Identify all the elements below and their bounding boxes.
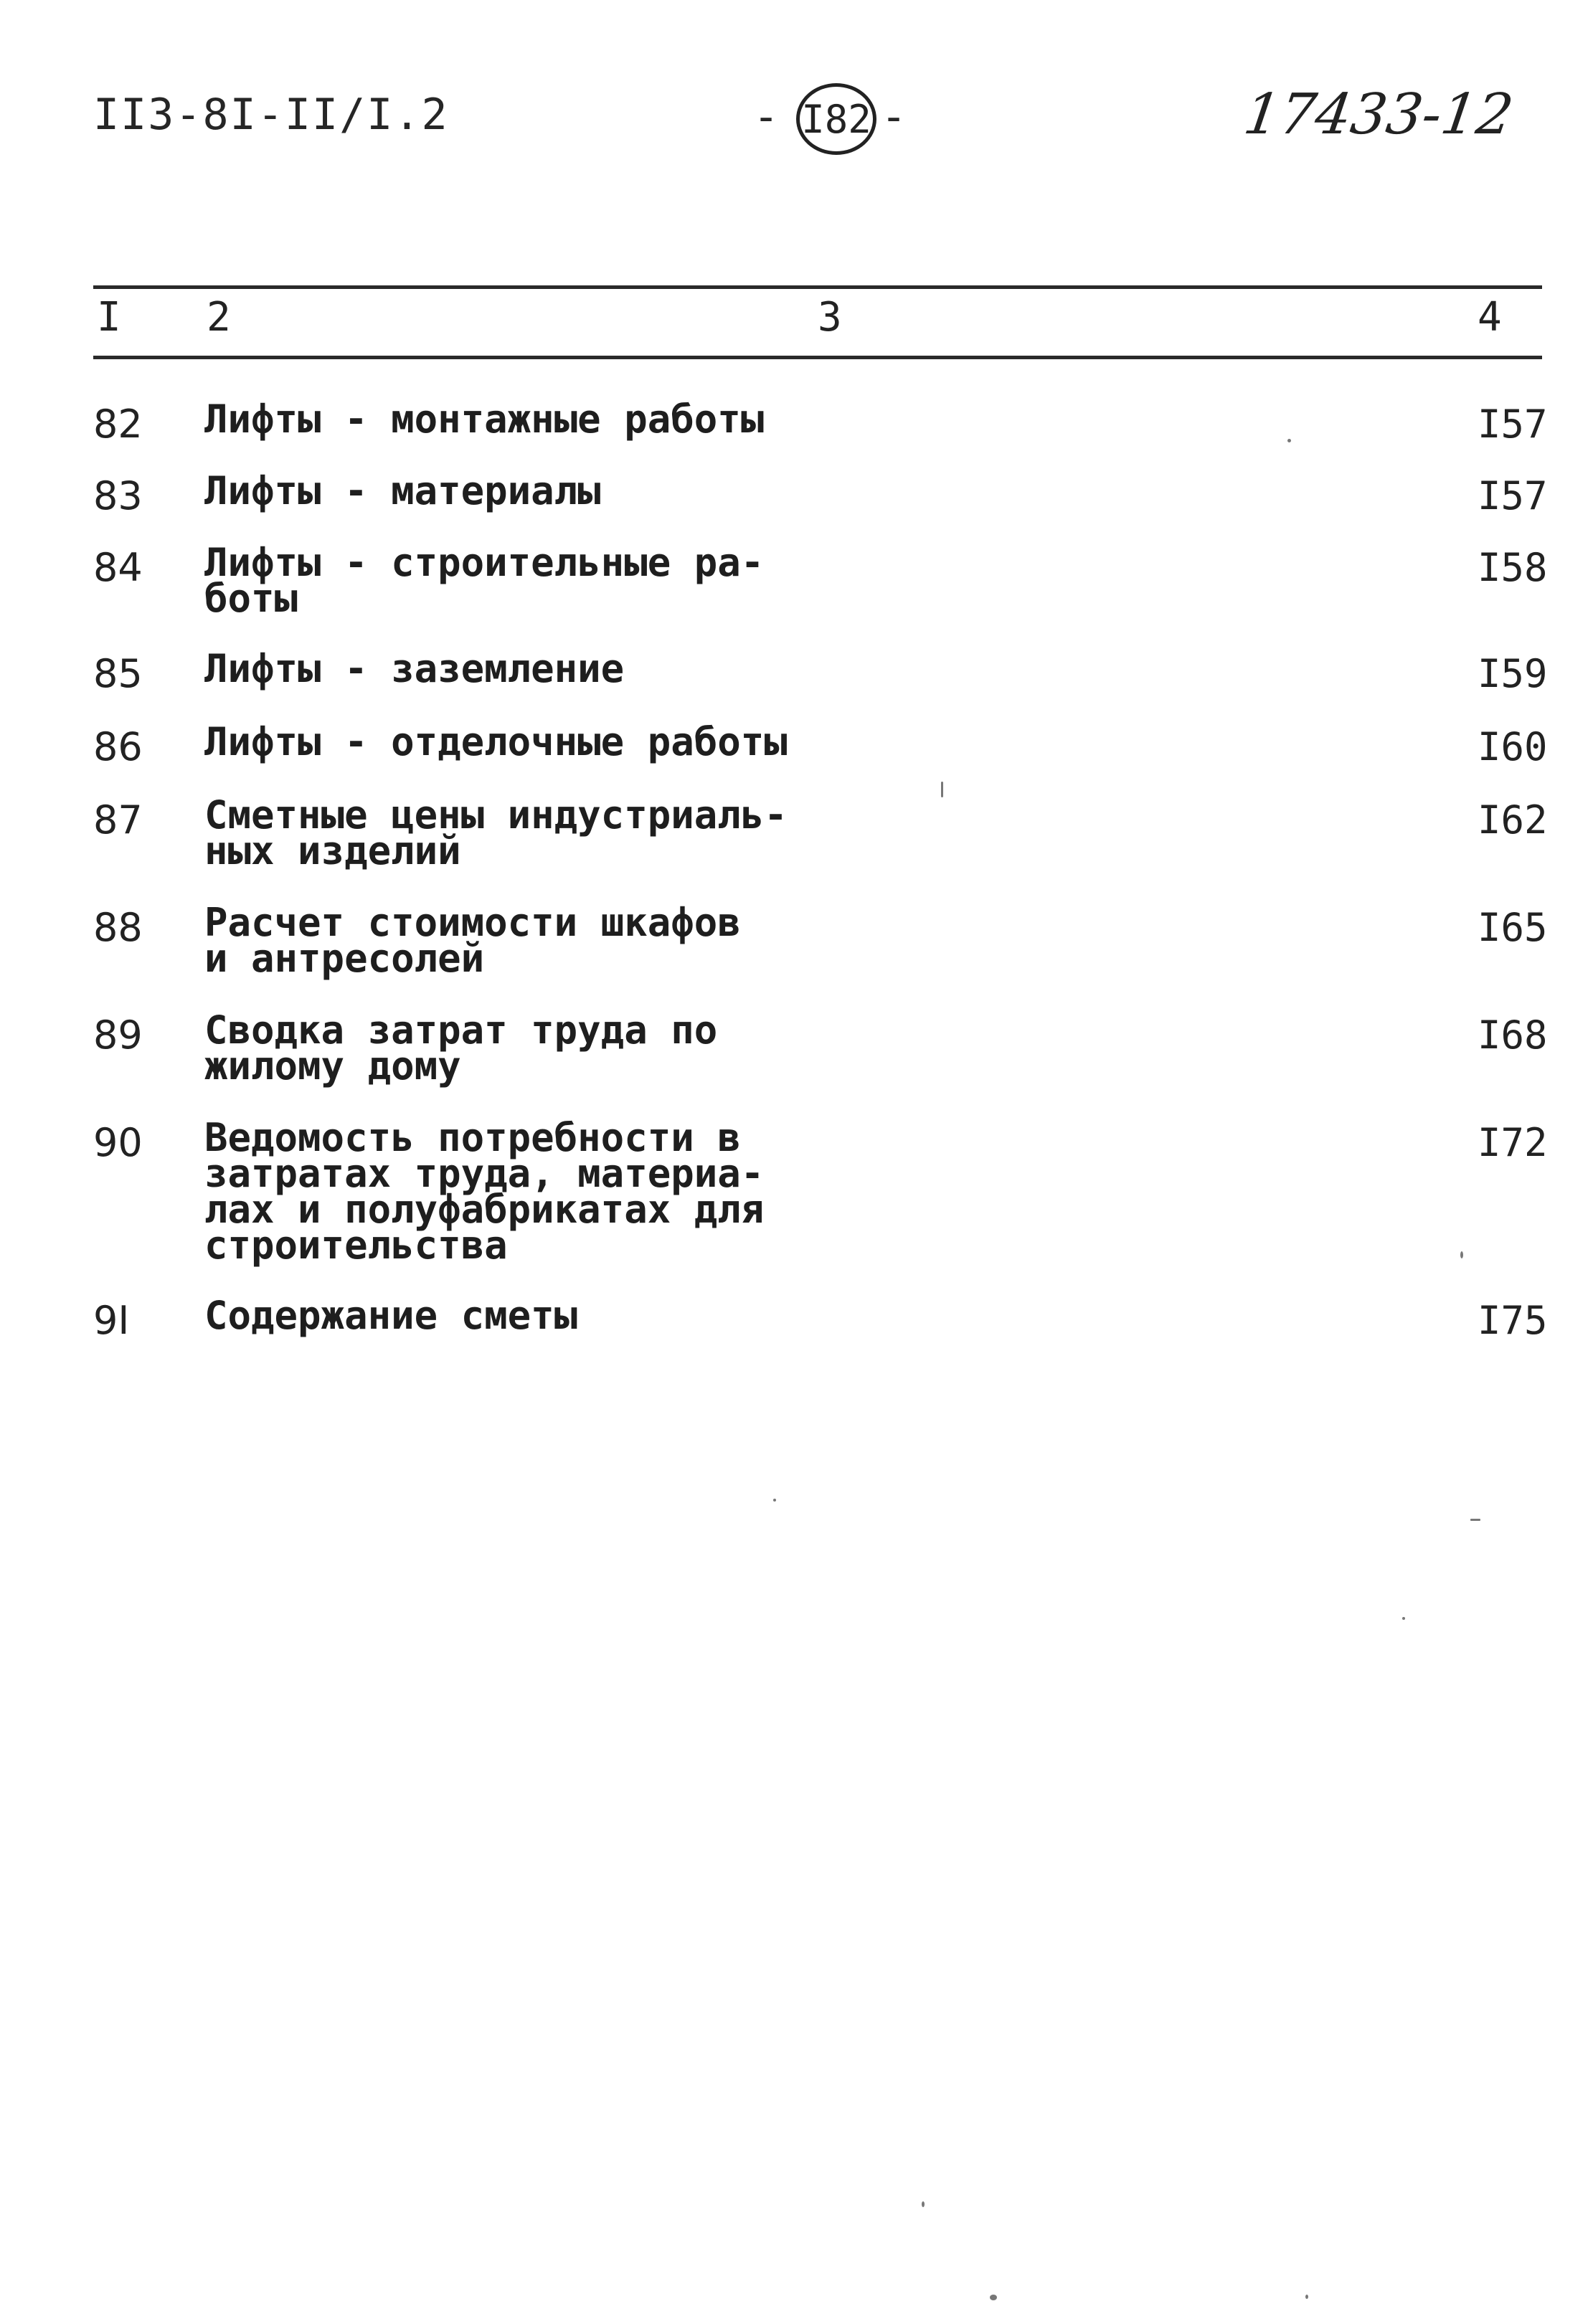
row-page: I60: [1478, 724, 1548, 769]
row-number: 84: [93, 545, 143, 590]
row-number: 86: [93, 724, 143, 769]
scan-speck: [773, 1499, 776, 1502]
scan-speck: [941, 782, 943, 797]
page-dash-left: -: [753, 92, 780, 142]
row-number: 90: [93, 1120, 143, 1165]
row-title: Расчет стоимости шкафов и антресолей: [204, 900, 741, 981]
document-code: II3-8I-II/I.2: [93, 90, 449, 140]
page-number-block: [753, 79, 911, 165]
scan-speck: [1305, 2295, 1308, 2299]
row-title: Ведомость потребности в затратах труда, материа- лах и полуфабрикатах для строительства: [204, 1115, 765, 1268]
scan-speck: [1470, 1519, 1480, 1521]
row-number: 89: [93, 1012, 143, 1058]
row-title: Сметные цены индустриаль- ных изделий: [204, 792, 788, 873]
table-header-bottom-rule: [93, 356, 1542, 359]
row-page: I62: [1478, 797, 1548, 843]
row-page: I68: [1478, 1012, 1548, 1058]
row-number: 85: [93, 651, 143, 696]
row-number: 87: [93, 797, 143, 843]
scan-speck: [1287, 439, 1291, 442]
row-title: Лифты - отделочные работы: [204, 719, 788, 764]
row-page: I58: [1478, 545, 1548, 590]
scan-speck: [1402, 1617, 1405, 1620]
row-title: Лифты - строительные ра- боты: [204, 540, 765, 621]
row-page: I72: [1478, 1120, 1548, 1165]
column-header-4: 4: [1478, 294, 1502, 341]
page-dash-right: -: [881, 92, 907, 142]
handwritten-archive-number: 17433-12: [1239, 82, 1518, 147]
row-title: Содержание сметы: [204, 1293, 578, 1338]
row-title: Лифты - монтажные работы: [204, 397, 765, 442]
row-page: I65: [1478, 905, 1548, 950]
row-number: 82: [93, 402, 143, 447]
row-title: Лифты - материалы: [204, 468, 601, 513]
column-header-1: I: [97, 294, 121, 341]
row-number: 83: [93, 473, 143, 518]
scan-speck: [990, 2295, 997, 2300]
row-page: I75: [1478, 1298, 1548, 1343]
row-page: I59: [1478, 651, 1548, 696]
scan-speck: [1460, 1251, 1463, 1258]
row-number: 88: [93, 905, 143, 950]
scan-speck: [922, 2201, 925, 2207]
row-title: Сводка затрат труда по жилому дому: [204, 1007, 718, 1089]
row-page: I57: [1478, 473, 1548, 518]
row-page: I57: [1478, 402, 1548, 447]
row-number: 9I: [93, 1298, 130, 1343]
row-title: Лифты - заземление: [204, 646, 625, 691]
column-header-3: 3: [818, 294, 842, 341]
table-top-rule: [93, 285, 1542, 289]
page-number: I82: [796, 83, 876, 155]
column-header-2: 2: [207, 294, 231, 341]
